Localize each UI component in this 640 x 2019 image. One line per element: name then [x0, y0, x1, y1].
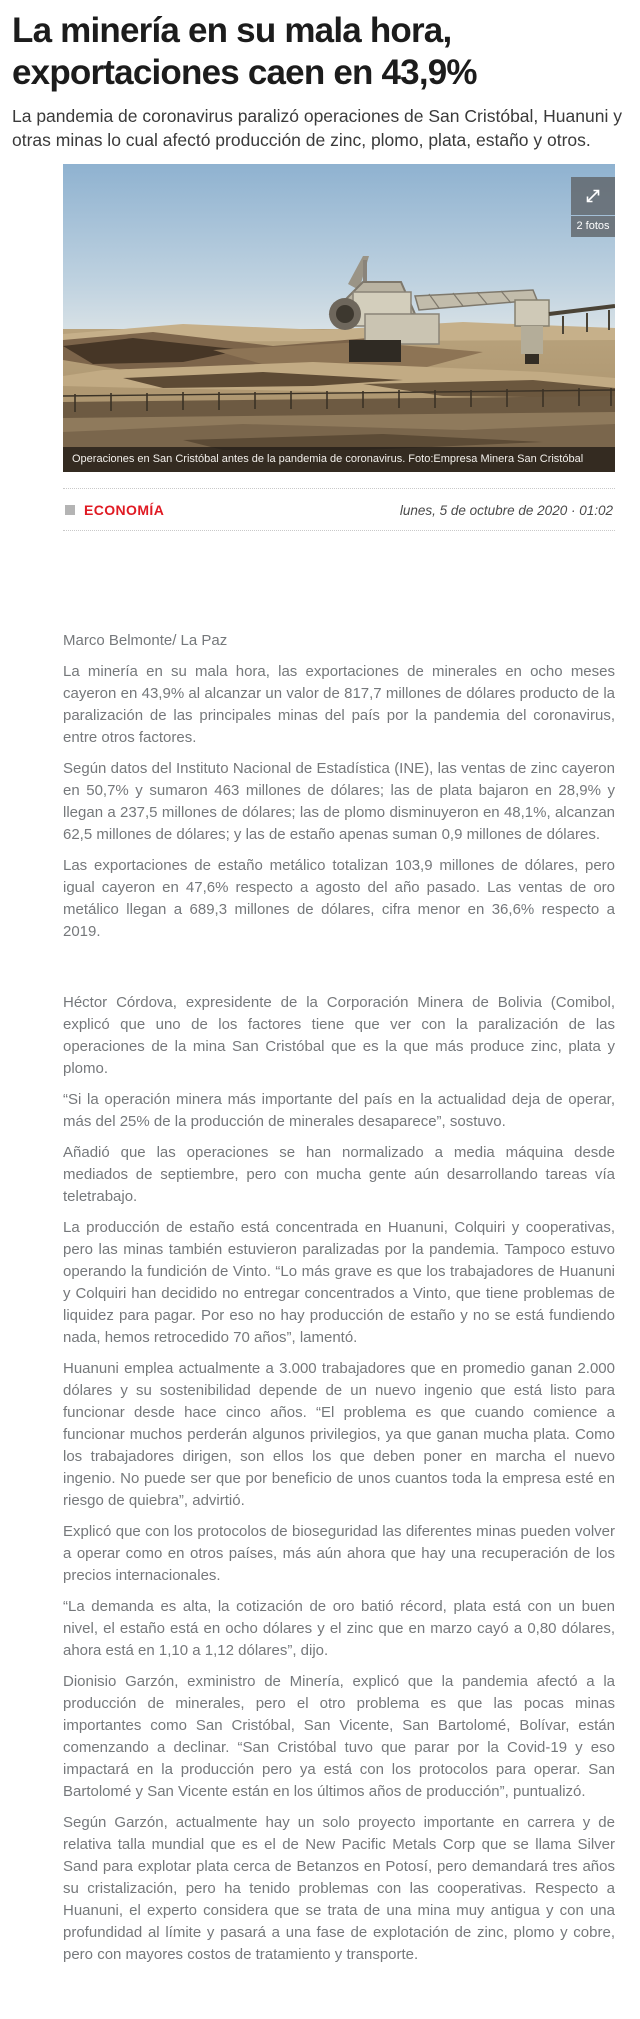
paragraph: Según datos del Instituto Nacional de Estadística (INE), las ventas de zinc cayeron en 50,7% y sumaron 463 millones de dólares; las de plata bajaron en 28,9% y llegan a 237,5 millones de dólares; las de plomo disminuyeron en 48,1%, alcanzan 62,5 millones de dólares; y las de estaño apenas suman 0,9 millones de dólares.	[63, 760, 615, 843]
publish-datetime: lunes, 5 de octubre de 2020 · 01:02	[399, 502, 613, 518]
article-content	[63, 164, 615, 1966]
byline: Marco Belmonte/ La Paz	[63, 632, 228, 649]
category-link-economia[interactable]	[65, 502, 164, 518]
category-label: ECONOMÍA	[84, 502, 165, 518]
expand-photo-button[interactable]	[571, 177, 615, 215]
paragraph: Huanuni emplea actualmente a 3.000 trabajadores que en promedio ganan 2.000 dólares y su sostenibilidad depende de un nuevo ingenio que está listo para funcionar desde hace cinco años. “El problema es que cuando comience a funcionar muchos perderán algunos privilegios, ya que ganan mucha plata. Como los trabajadores dirigen, son ellos los que deben poner en marcha el nuevo ingenio. No puede ser que por beneficio de unos cuantos toda la empresa esté en riesgo de quiebra”, advirtió.	[63, 1360, 615, 1509]
article-subtitle: La pandemia de coronavirus paralizó operaciones de San Cristóbal, Huanuni y otras minas lo cual afectó producción de zinc, plomo, plata, estaño y otros.	[12, 106, 622, 150]
article-body	[63, 630, 615, 1966]
paragraph: Según Garzón, actualmente hay un solo proyecto importante en carrera y de relativa talla mundial que es el de New Pacific Metals Corp que se llama Silver Sand para explotar plata cerca de Betanzos en Potosí, pero demandará tres años su cristalización, pero ha tenido problemas con las cooperativas. Respecto a Huanuni, el experto considera que se trata de una mina muy antigua y con una profundidad al límite y pasará a una fase de explotación de zinc, plomo y cobre, pero con mayores costos de tratamiento y transporte.	[63, 1814, 615, 1963]
category-square-icon	[65, 505, 75, 515]
photo-caption: Operaciones en San Cristóbal antes de la pandemia de coronavirus. Foto:Empresa Minera San Cristóbal	[63, 447, 615, 472]
photo-controls	[571, 177, 615, 237]
mine-photo-image[interactable]	[63, 164, 615, 472]
paragraph: Dionisio Garzón, exministro de Minería, explicó que la pandemia afectó a la producción de minerales, pero el otro problema es que las pocas minas importantes como San Cristóbal, San Vicente, San Bartolomé, Bolívar, están comenzando a declinar. “San Cristóbal tuvo que parar por la Covid-19 y eso impactará en la producción pero ya está con los protocolos para operar. San Bartolomé y San Vicente están en los últimos años de producción”, puntualizó.	[63, 1673, 615, 1800]
article-header	[0, 0, 640, 152]
paragraph: La producción de estaño está concentrada en Huanuni, Colquiri y cooperativas, pero las minas también estuvieron paralizadas por la pandemia. Tampoco estuvo operando la fundición de Vinto. “Lo más grave es que los trabajadores de Huanuni y Colquiri han decidido no entregar concentrados a Vinto, que tiene problemas de liquidez para pagar. Por eso no hay producción de estaño y no se está fundiendo nada, hemos retrocedido 70 años”, lamentó.	[63, 1219, 615, 1346]
content-gap	[63, 952, 615, 992]
photo-count-badge[interactable]: 2 fotos	[571, 216, 615, 237]
paragraph: La minería en su mala hora, las exportaciones de minerales en ocho meses cayeron en 43,9% al alcanzar un valor de 817,7 millones de dólares producto de la paralización de las principales minas del país por la pandemia del coronavirus, entre otros factores.	[63, 663, 615, 746]
paragraph: Añadió que las operaciones se han normalizado a media máquina desde mediados de septiembre, pero con mucha gente aún desarrollando tareas vía teletrabajo.	[63, 1144, 615, 1205]
paragraph: Explicó que con los protocolos de bioseguridad las diferentes minas pueden volver a operar como en otros países, más aún ahora que hay una recuperación de los precios internacionales.	[63, 1523, 615, 1584]
expand-arrows-icon	[583, 186, 603, 206]
article-photo[interactable]	[63, 164, 615, 472]
paragraph: Héctor Córdova, expresidente de la Corporación Minera de Bolivia (Comibol, explicó que uno de los factores tiene que ver con la paralización de las operaciones de la mina San Cristóbal que es la que más produce zinc, plata y plomo.	[63, 994, 615, 1077]
paragraph: Las exportaciones de estaño metálico totalizan 103,9 millones de dólares, pero igual cayeron en 47,6% respecto a agosto del año pasado. Las ventas de oro metálico llegan a 689,3 millones de dólares, cifra menor en 36,6% respecto a 2019.	[63, 857, 615, 940]
article-meta-row	[63, 488, 615, 531]
paragraph: “La demanda es alta, la cotización de oro batió récord, plata está con un buen nivel, el estaño está en ocho dólares y el zinc que en marzo cayó a 0,80 dólares, ahora está en 1,10 a 1,12 dólares”, dijo.	[63, 1598, 615, 1659]
paragraph: “Si la operación minera más importante del país en la actualidad deja de operar, más del 25% de la producción de minerales desaparece”, sostuvo.	[63, 1091, 615, 1130]
page-title: La minería en su mala hora, exportaciones caen en 43,9%	[12, 11, 477, 92]
